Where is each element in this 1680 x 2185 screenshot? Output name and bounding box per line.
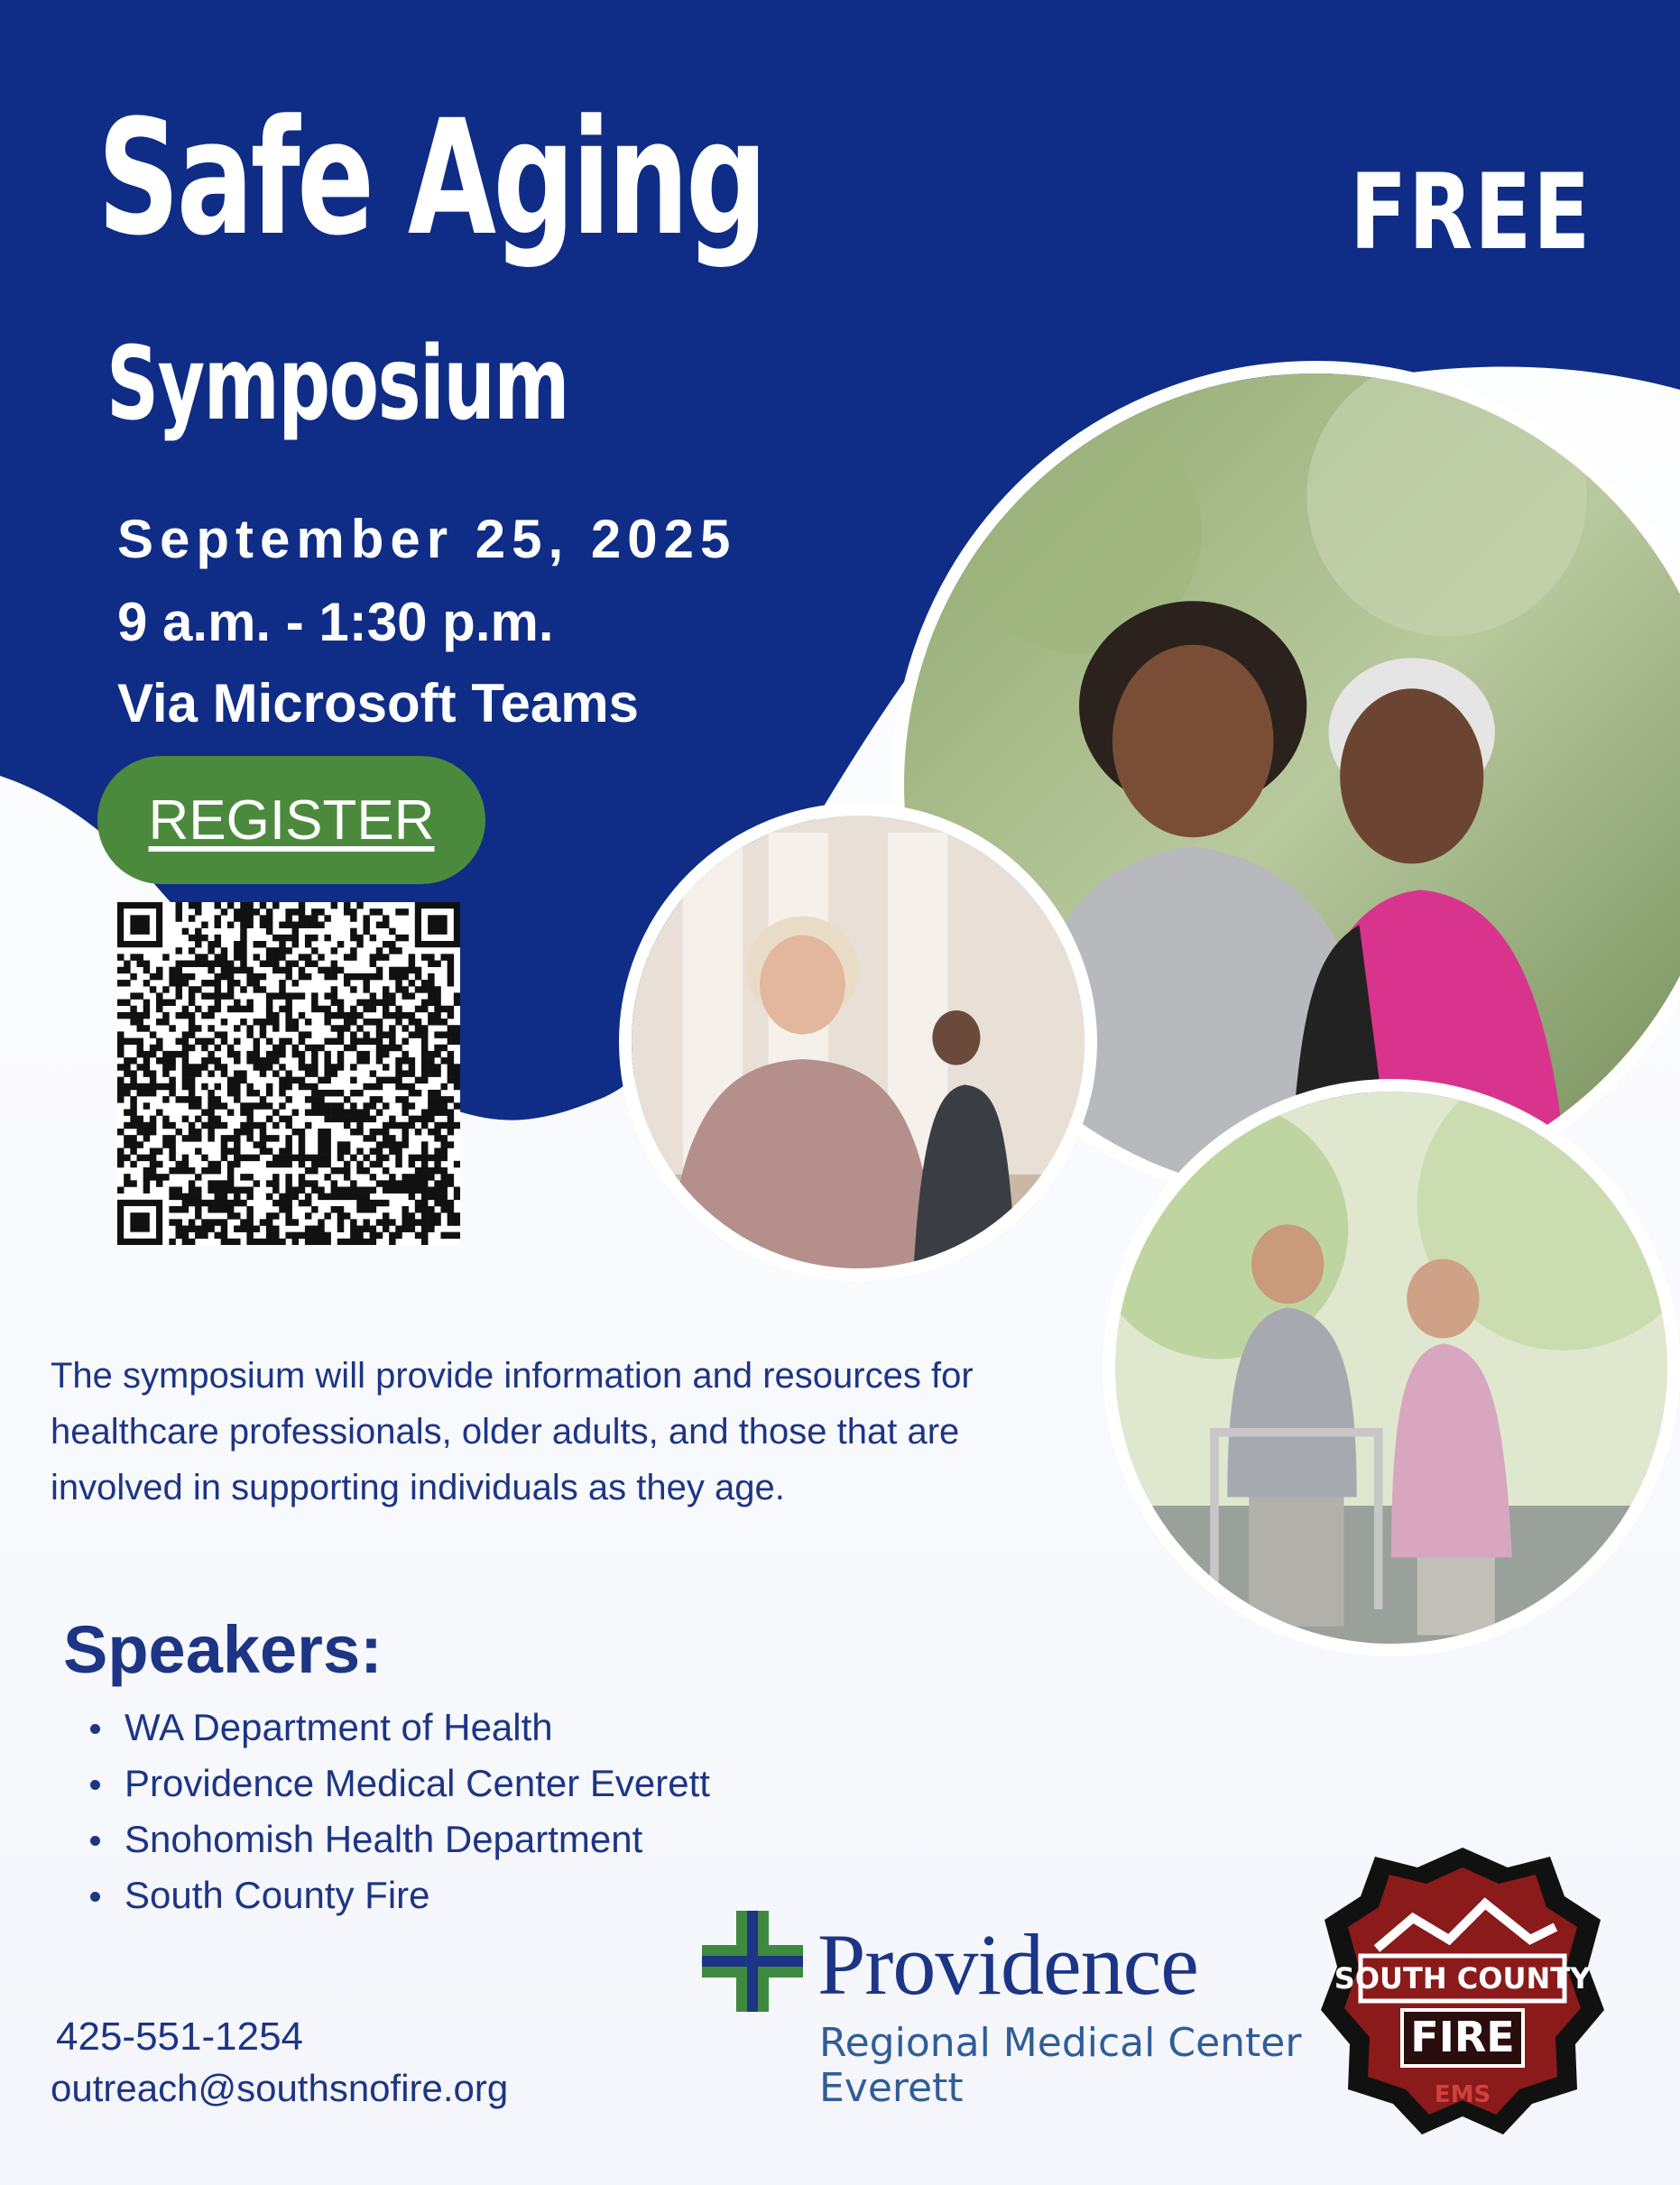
speaker-item: WA Department of Health (87, 1700, 710, 1756)
event-venue: Via Microsoft Teams (117, 673, 639, 733)
event-title: Safe Aging (97, 86, 765, 271)
free-badge: FREE (1350, 152, 1592, 273)
event-date: September 25, 2025 (117, 509, 737, 569)
providence-logo-line1: Regional Medical Center (819, 2020, 1302, 2066)
photo-couple-walker (1103, 1079, 1680, 1656)
speakers-list (87, 1700, 710, 1923)
fire-badge-banner: SOUTH COUNTY (1334, 1961, 1592, 1996)
register-button[interactable]: REGISTER (97, 756, 485, 884)
qr-code-icon[interactable] (117, 902, 460, 1245)
providence-logo-subtitle (819, 2021, 1301, 2111)
speakers-heading: Speakers: (63, 1612, 383, 1687)
contact-email[interactable]: outreach@southsnofire.org (51, 2067, 509, 2109)
providence-logo-line2: Everett (819, 2065, 964, 2111)
event-time: 9 a.m. - 1:30 p.m. (117, 592, 554, 652)
speaker-item: Providence Medical Center Everett (87, 1756, 710, 1812)
fire-badge-ems: EMS (1434, 2081, 1491, 2108)
photo-yoga-woman (619, 803, 1097, 1281)
fire-badge-icon (1314, 1840, 1611, 2138)
fire-badge-word: FIRE (1410, 2013, 1515, 2061)
event-description: The symposium will provide information and resources for healthcare professionals, older adults, and those that are involved in supporting individuals as they age. (51, 1356, 974, 1507)
event-subtitle: Symposium (106, 326, 568, 443)
speaker-item: South County Fire (87, 1867, 710, 1923)
providence-cross-icon (702, 1911, 803, 2012)
providence-logo-name: Providence (817, 1916, 1198, 2013)
speaker-item: Snohomish Health Department (87, 1812, 710, 1867)
contact-phone[interactable]: 425-551-1254 (56, 2014, 304, 2059)
